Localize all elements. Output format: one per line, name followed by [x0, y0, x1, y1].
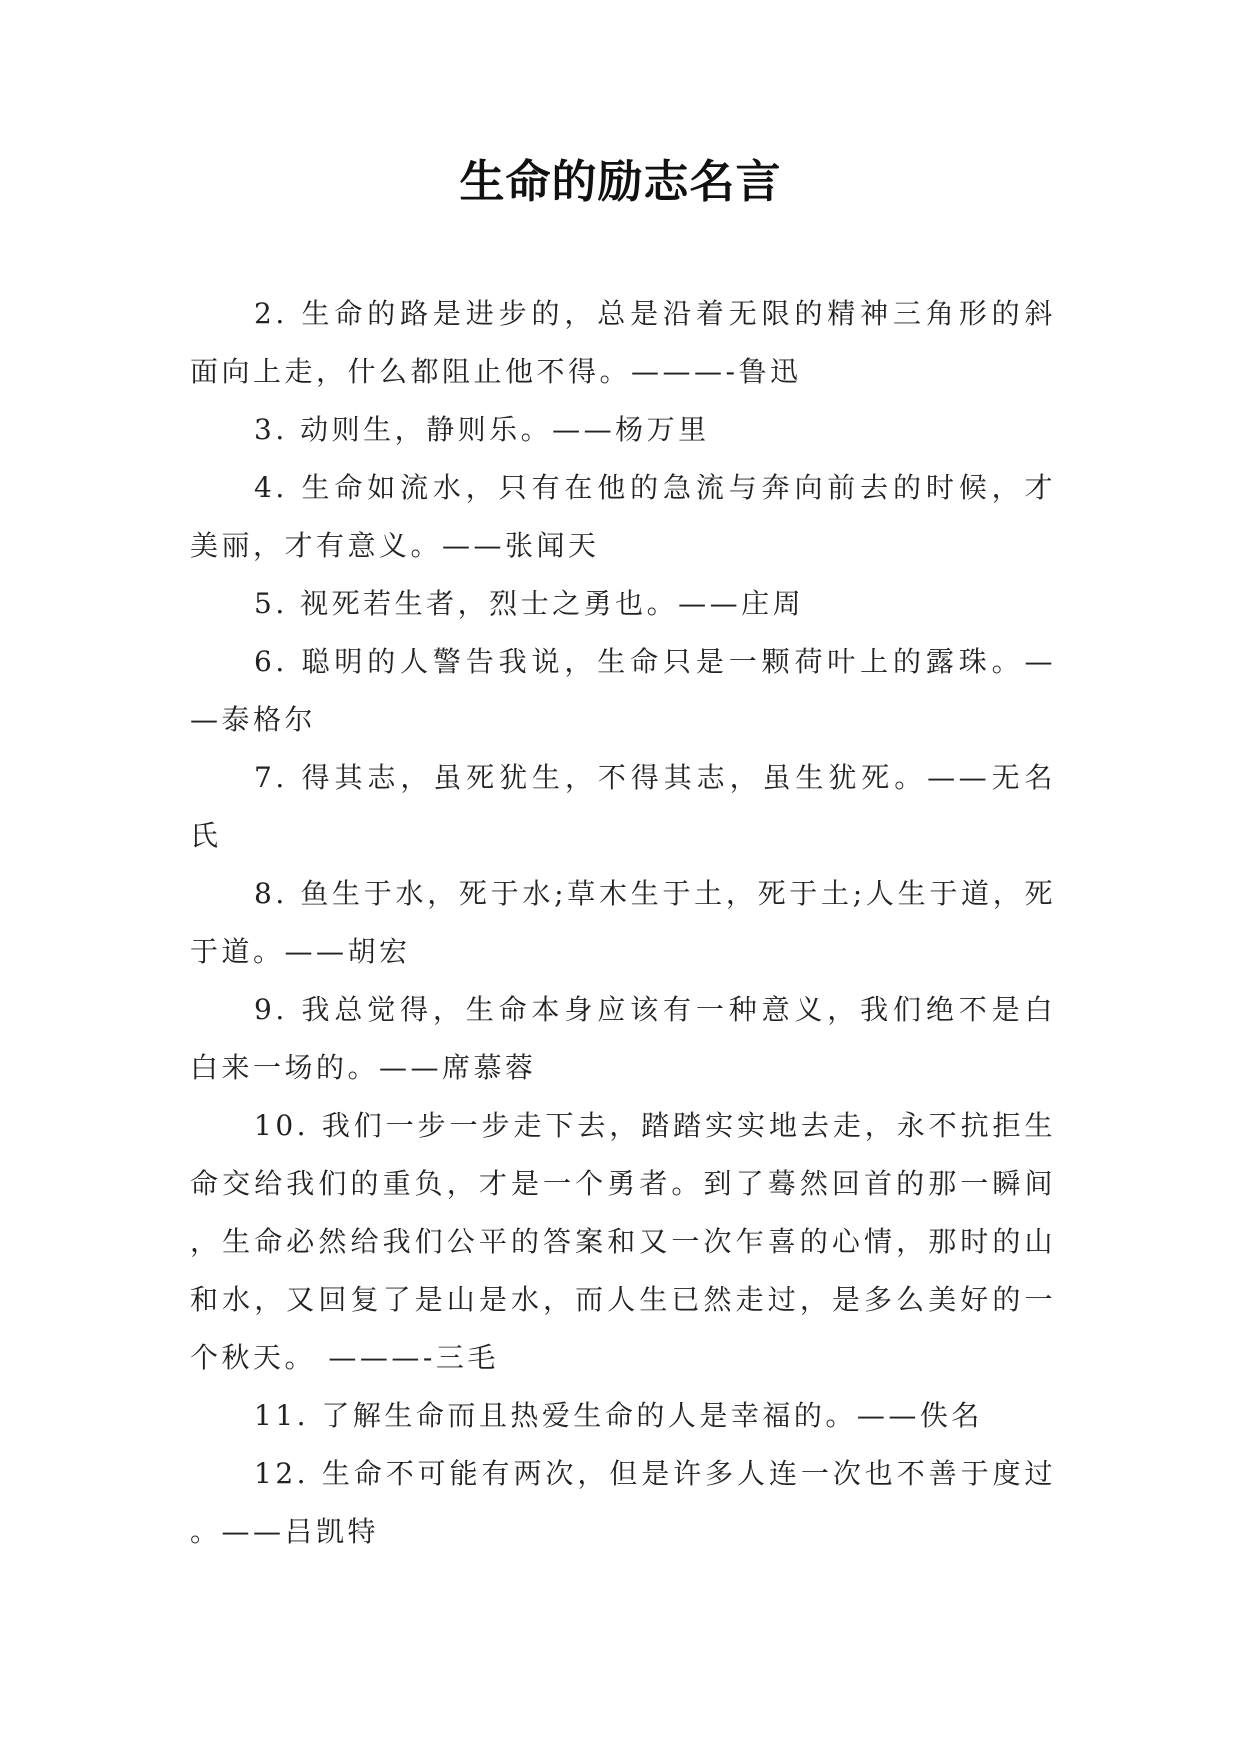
quote-paragraph: 2. 生命的路是进步的，总是沿着无限的精神三角形的斜面向上走，什么都阻止他不得。———-鲁迅: [190, 297, 1056, 388]
quote-paragraph: 5. 视死若生者，烈士之勇也。——庄周: [254, 587, 805, 620]
quote-paragraph: 8. 鱼生于水，死于水;草木生于土，死于土;人生于道，死于道。——胡宏: [190, 877, 1056, 968]
quote-paragraph: 7. 得其志，虽死犹生，不得其志，虽生犹死。——无名氏: [190, 761, 1056, 852]
quote-paragraph: 12. 生命不可能有两次，但是许多人连一次也不善于度过。——吕凯特: [190, 1457, 1056, 1548]
quote-paragraph: 10. 我们一步一步走下去，踏踏实实地去走，永不抗拒生命交给我们的重负，才是一个勇者。到了蓦然回首的那一瞬间，生命必然给我们公平的答案和又一次乍喜的心情，那时的山和水，又回复了是山是水，而人生已然走过，是多么美好的一个秋天。 ———-三毛: [190, 1109, 1056, 1374]
document-title: 生命的励志名言: [459, 155, 782, 208]
document-body: [190, 285, 1056, 1561]
quote-paragraph: 6. 聪明的人警告我说，生命只是一颗荷叶上的露珠。——泰格尔: [190, 645, 1056, 736]
quote-paragraph: 4. 生命如流水，只有在他的急流与奔向前去的时候，才美丽，才有意义。——张闻天: [190, 471, 1056, 562]
quote-paragraph: 3. 动则生，静则乐。——杨万里: [254, 413, 710, 446]
quote-paragraph: 9. 我总觉得，生命本身应该有一种意义，我们绝不是白白来一场的。——席慕蓉: [190, 993, 1056, 1084]
quote-paragraph: 11. 了解生命而且热爱生命的人是幸福的。——佚名: [254, 1399, 983, 1432]
